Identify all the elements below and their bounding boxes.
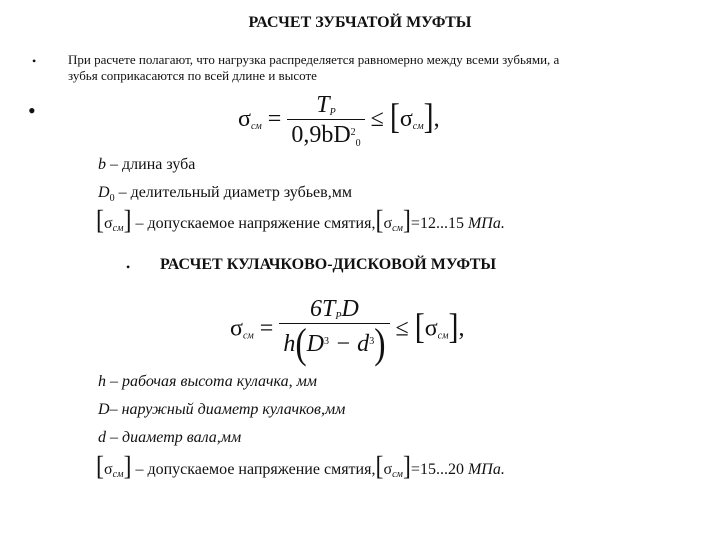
denominator-power: 2 — [350, 127, 356, 138]
allowed-sigma-subscript: см — [412, 121, 424, 133]
numerator-subscript: P — [335, 311, 342, 322]
section2-title: РАСЧЕТ КУЛАЧКОВО-ДИСКОВОЙ МУФТЫ — [160, 256, 497, 273]
allowed-sigma: σ — [399, 106, 413, 133]
def-d: d – диаметр вала,мм — [98, 429, 242, 446]
denominator-subscript: 0 — [355, 138, 361, 149]
def-h: h – рабочая высота кулачка, мм — [98, 373, 317, 390]
def-sigma-text: – допускаемое напряжение смятия, — [131, 461, 376, 478]
def-sigma-value: =15...20 — [410, 461, 468, 478]
section2-bullet: • — [126, 260, 131, 274]
def-sigma-subscript: см — [112, 223, 124, 234]
def-D: D– наружный диаметр кулачков,мм — [98, 401, 346, 418]
def-b-symbol: b — [98, 156, 106, 173]
denominator-power-2: 3 — [369, 336, 375, 347]
denominator-h: h — [283, 331, 296, 357]
def-sigma-symbol: σ — [104, 215, 113, 232]
def-sigma2-symbol: σ — [383, 461, 393, 478]
numerator-diameter: D — [341, 296, 359, 322]
numerator-main: 6T — [310, 296, 336, 322]
formula-cam-coupling: $\sigma_{см}$ = $\frac{6T_PD}{h(D^3 - d^3)}$ ≤ $[\sigma_{см}]$, — [230, 296, 465, 368]
intro-bullet: • — [32, 54, 37, 68]
equals-sign: = — [259, 315, 274, 342]
sigma-subscript: см — [250, 121, 262, 133]
def-d0-symbol: D — [98, 184, 110, 201]
denominator: $h(D^3 - d^3)$ — [279, 323, 389, 364]
intro-line-1: При расчете полагают, что нагрузка распределяется равномерно между всеми зубьями, а — [68, 52, 560, 67]
def-d-symbol: d — [98, 429, 106, 446]
def-sigma-value: =12...15 — [410, 215, 468, 232]
sigma-symbol: σ — [238, 106, 251, 133]
intro-line-2: зубья соприкасаются по всей длине и высоте — [68, 68, 317, 83]
torque-symbol: T — [316, 92, 330, 118]
less-equal-sign: ≤ — [370, 106, 384, 133]
def-h-symbol: h — [98, 373, 106, 390]
denominator-minus-d: − d — [328, 331, 370, 357]
def-allowed-stress-2: $[\sigma_{см}]$ – допускаемое напряжение $смятия,[\sigma_{см}]=15...20$ МПа. — [96, 451, 505, 482]
def-D-text: наружный диаметр кулачков,мм — [121, 401, 346, 418]
def-sigma2-symbol: σ — [383, 215, 393, 232]
equals-sign: = — [267, 106, 282, 133]
def-b — [98, 156, 195, 174]
fraction — [279, 296, 389, 368]
def-sigma-symbol: σ — [104, 461, 113, 478]
def-h-text: рабочая высота кулачка, мм — [122, 373, 317, 390]
def-b-text: – длина зуба — [106, 156, 196, 173]
def-d0 — [98, 184, 352, 204]
def-d0-subscript: 0 — [109, 193, 115, 204]
denominator-power-1: 3 — [323, 336, 329, 347]
numerator — [287, 92, 364, 119]
def-d-text: диаметр вала,мм — [122, 429, 242, 446]
page-title: РАСЧЕТ ЗУБЧАТОЙ МУФТЫ — [248, 14, 472, 31]
left-bracket: [ — [389, 96, 400, 137]
def-d0-text: – делительный диаметр зубьев,мм — [114, 184, 352, 201]
denominator-main: 0,9bD — [291, 122, 351, 148]
allowed-sigma: σ — [424, 315, 438, 342]
torque-subscript: P — [329, 107, 336, 118]
def-D-symbol: D — [98, 401, 110, 418]
denominator-D: D — [306, 331, 324, 357]
def-sigma2-subscript: см — [392, 469, 403, 480]
intro-paragraph — [68, 52, 698, 84]
def-sigma-unit: МПа. — [467, 461, 505, 478]
less-equal-sign: ≤ — [395, 315, 409, 342]
def-allowed-stress-1: $[\sigma_{см}]$ – допускаемое напряжение $смятия,[\sigma_{см}]=12...15$ МПа. — [96, 205, 505, 236]
fraction — [287, 92, 364, 149]
formula-comma: , — [433, 106, 440, 133]
sigma-symbol: σ — [230, 315, 243, 342]
def-sigma2-subscript: см — [392, 223, 403, 234]
right-bracket: ] — [423, 96, 434, 137]
def-sigma-subscript: см — [112, 469, 124, 480]
def-sigma-unit: МПа. — [467, 215, 505, 232]
numerator — [279, 296, 389, 323]
def-sigma-text: – допускаемое напряжение смятия, — [131, 215, 376, 232]
sigma-subscript: см — [242, 330, 254, 342]
formula-bullet: • — [28, 98, 36, 123]
formula-gear-coupling — [238, 92, 440, 149]
denominator — [287, 119, 364, 149]
allowed-sigma-subscript: см — [437, 330, 449, 342]
formula-comma: , — [458, 315, 465, 342]
